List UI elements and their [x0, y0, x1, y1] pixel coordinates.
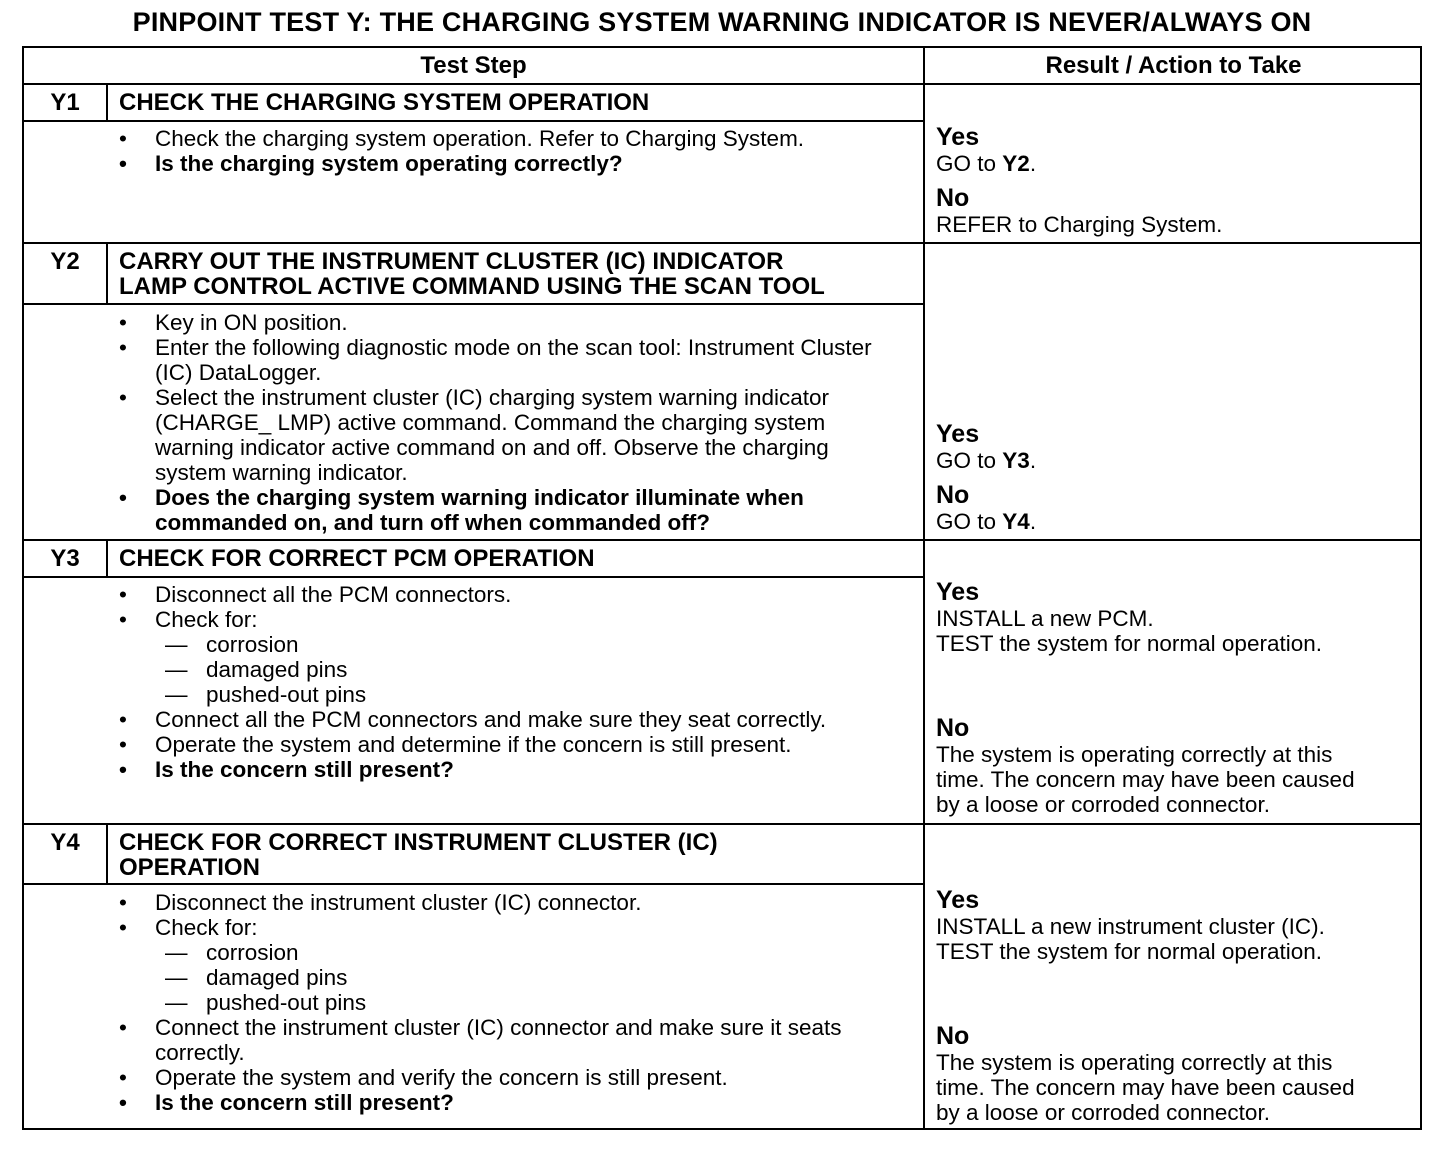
list-item: • Connect all the PCM connectors and make sure they seat correctly. [24, 707, 905, 732]
header-test-step: Test Step [420, 52, 527, 79]
no-action-suffix: . [1029, 509, 1037, 534]
yes-label: Yes [936, 420, 980, 448]
result-y1 [936, 123, 1416, 237]
list-item: • Key in ON position. [24, 310, 905, 335]
no-action-line: by a loose or corroded connector. [936, 1100, 1270, 1125]
yes-action-text: GO to [936, 448, 1003, 473]
no-action: REFER to Charging System. [936, 212, 1223, 237]
yes-action-line: INSTALL a new instrument cluster (IC). [936, 914, 1325, 939]
list-item-question: • Is the charging system operating correctly? [24, 151, 905, 176]
step-id-y4: Y4 [50, 829, 80, 856]
step-body-y3 [24, 582, 906, 782]
step-id-y1: Y1 [50, 89, 80, 116]
yes-action-suffix: . [1029, 151, 1037, 176]
step-title-divider [24, 303, 923, 305]
step-title-y2 [119, 249, 909, 299]
list-item: • Operate the system and verify the concern is still present. [24, 1065, 905, 1090]
list-item: • Connect the instrument cluster (IC) connector and make sure it seats correctly. [24, 1015, 905, 1065]
list-item-question: • Does the charging system warning indicator illuminate when commanded on, and turn off when commanded off? [24, 485, 905, 535]
step-title-line: CHECK FOR CORRECT INSTRUMENT CLUSTER (IC) [119, 829, 718, 856]
yes-action-line: TEST the system for normal operation. [936, 939, 1322, 964]
step-title-y1 [119, 90, 909, 115]
result-y3-no [936, 714, 1416, 817]
step-divider [24, 242, 1420, 244]
yes-action [936, 448, 1416, 473]
list-item: • Operate the system and determine if the concern is still present. [24, 732, 905, 757]
no-action-line: time. The concern may have been caused [936, 767, 1355, 792]
yes-target-step: Y3 [1002, 448, 1030, 473]
no-action-line: The system is operating correctly at this [936, 1050, 1333, 1075]
step-id-y2: Y2 [50, 248, 80, 275]
no-action-text: GO to [936, 509, 1003, 534]
header-divider [24, 83, 1420, 85]
step-title-line: CARRY OUT THE INSTRUMENT CLUSTER (IC) INDICATOR [119, 248, 784, 275]
page-title: PINPOINT TEST Y: THE CHARGING SYSTEM WARNING INDICATOR IS NEVER/ALWAYS ON [132, 7, 1312, 37]
step-id-y3: Y3 [50, 545, 80, 572]
no-label: No [936, 184, 970, 212]
no-action [936, 509, 1416, 534]
step-id-divider [106, 541, 108, 576]
header-result-action: Result / Action to Take [1045, 52, 1302, 79]
no-label: No [936, 1022, 970, 1050]
step-body-y4 [24, 890, 906, 1115]
yes-action-line: TEST the system for normal operation. [936, 631, 1322, 656]
step-divider [24, 539, 1420, 541]
step-body-y1 [24, 126, 905, 176]
no-target-step: Y4 [1002, 509, 1030, 534]
yes-action-suffix: . [1029, 448, 1037, 473]
sub-list-item: — pushed-out pins [24, 682, 906, 707]
step-title-divider [24, 120, 923, 122]
step-title-line: LAMP CONTROL ACTIVE COMMAND USING THE SCAN TOOL [119, 273, 825, 300]
pinpoint-test-table [22, 46, 1422, 1130]
step-title-divider [24, 576, 923, 578]
yes-label: Yes [936, 123, 980, 151]
column-divider [923, 48, 925, 1128]
step-divider [24, 823, 1420, 825]
step-title-line: CHECK FOR CORRECT PCM OPERATION [119, 545, 595, 572]
list-item-question: • Is the concern still present? [24, 757, 905, 782]
step-title-y4 [119, 830, 909, 880]
step-title-y3 [119, 546, 909, 571]
yes-label: Yes [936, 578, 980, 606]
yes-action-text: GO to [936, 151, 1003, 176]
result-y2 [936, 420, 1416, 534]
result-y4-no [936, 1022, 1416, 1125]
step-body-y2 [24, 310, 905, 535]
sub-list-item: — damaged pins [24, 657, 906, 682]
result-y4-yes [936, 886, 1416, 964]
step-title-line: OPERATION [119, 854, 260, 881]
step-id-divider [106, 825, 108, 884]
yes-label: Yes [936, 886, 980, 914]
result-y3-yes [936, 578, 1416, 656]
list-item: • Enter the following diagnostic mode on the scan tool: Instrument Cluster (IC) DataLogger. [24, 335, 905, 385]
step-id-divider [106, 244, 108, 304]
step-id-divider [106, 85, 108, 120]
sub-list-item: — corrosion [24, 632, 906, 657]
list-item: • Check the charging system operation. Refer to Charging System. [24, 126, 905, 151]
list-item: • Disconnect all the PCM connectors. [24, 582, 905, 607]
sub-list-item: — damaged pins [24, 965, 906, 990]
list-item: • Check for: [24, 915, 905, 940]
step-title-line: CHECK THE CHARGING SYSTEM OPERATION [119, 89, 650, 116]
yes-action-line: INSTALL a new PCM. [936, 606, 1154, 631]
list-item-question: • Is the concern still present? [24, 1090, 905, 1115]
list-item: • Disconnect the instrument cluster (IC) connector. [24, 890, 905, 915]
no-label: No [936, 481, 970, 509]
no-label: No [936, 714, 970, 742]
list-item: • Select the instrument cluster (IC) charging system warning indicator (CHARGE_ LMP) active command. Command the charging system warning indicator active command on and off. Observe the charging system warning indicator. [24, 385, 905, 485]
yes-target-step: Y2 [1002, 151, 1030, 176]
no-action-line: The system is operating correctly at this [936, 742, 1333, 767]
yes-action [936, 151, 1416, 176]
sub-list-item: — corrosion [24, 940, 906, 965]
step-title-divider [24, 883, 923, 885]
no-action-line: time. The concern may have been caused [936, 1075, 1355, 1100]
list-item: • Check for: [24, 607, 905, 632]
no-action-line: by a loose or corroded connector. [936, 792, 1270, 817]
sub-list-item: — pushed-out pins [24, 990, 906, 1015]
